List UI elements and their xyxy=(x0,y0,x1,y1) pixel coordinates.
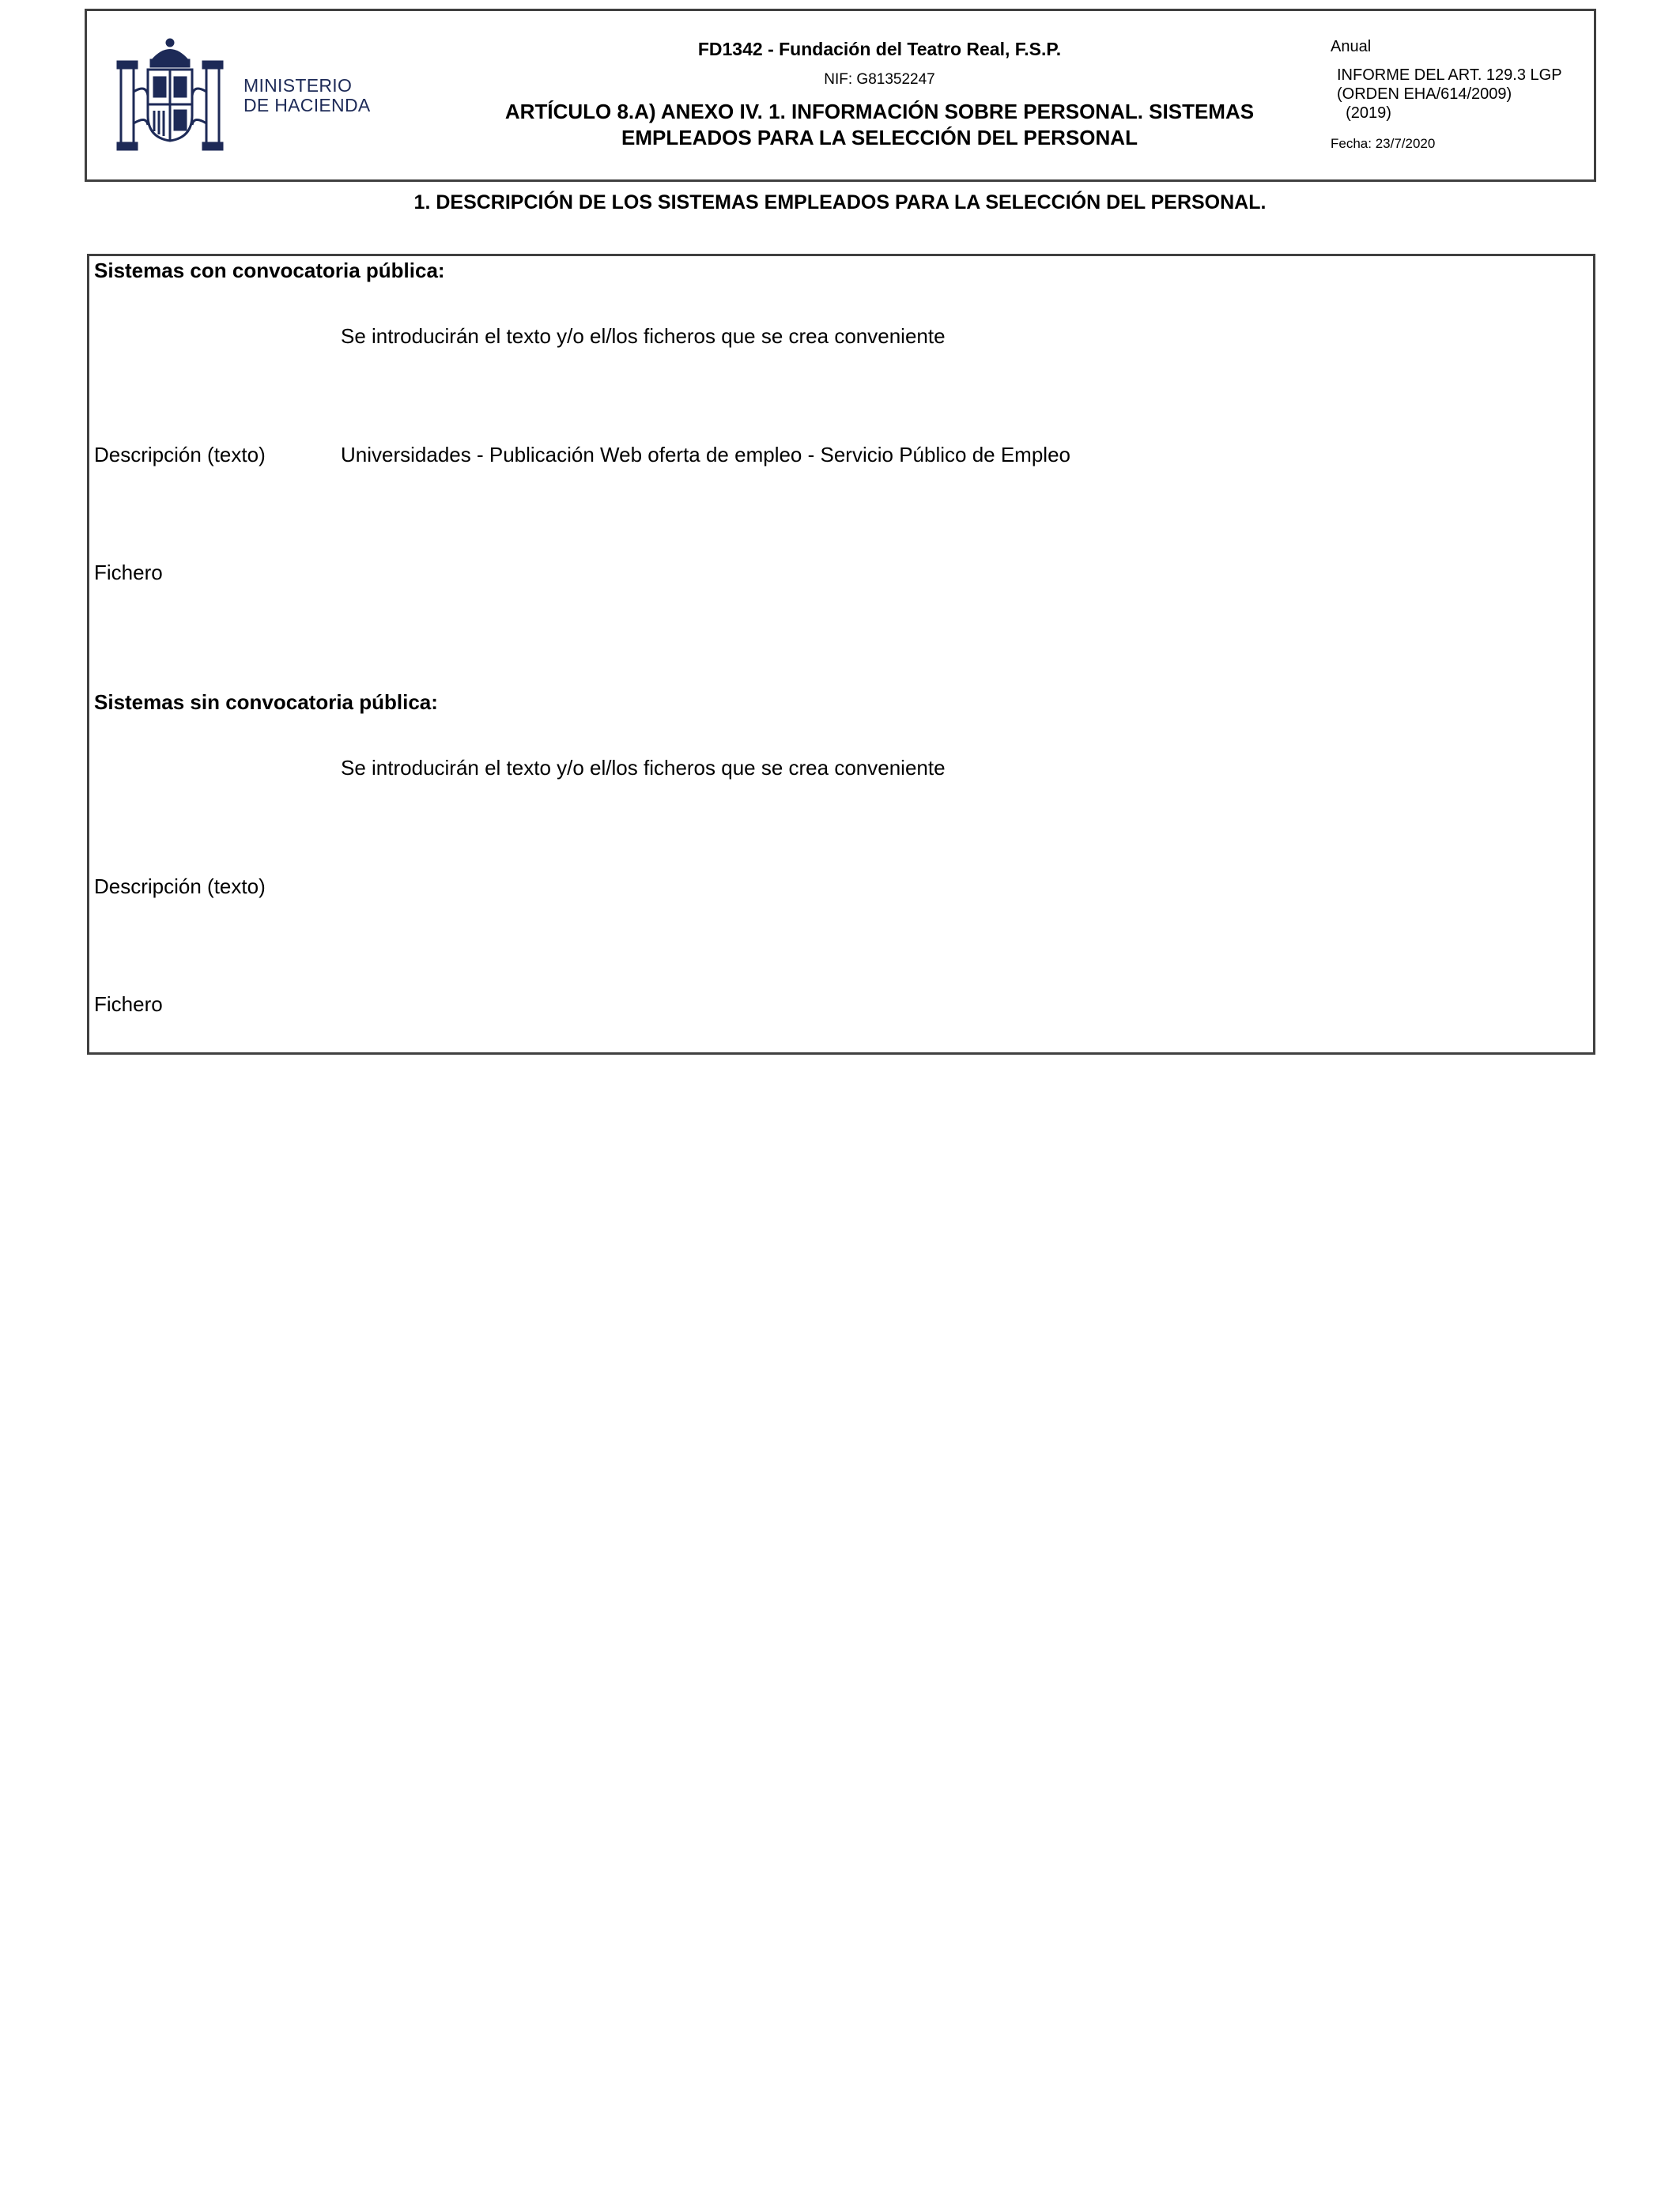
entity-name: FD1342 - Fundación del Teatro Real, F.S.P. xyxy=(697,39,1062,59)
ministry-line-2: DE HACIENDA xyxy=(244,95,371,115)
non-public-systems-instruction: Se introducirán el texto y/o el/los ficheros que se crea conveniente xyxy=(341,756,946,780)
ministry-name xyxy=(244,76,371,115)
entity-nif: NIF: G81352247 xyxy=(824,71,935,88)
public-systems-heading: Sistemas con convocatoria pública: xyxy=(94,259,445,282)
public-description-label: Descripción (texto) xyxy=(94,443,266,466)
section-title: 1. DESCRIPCIÓN DE LOS SISTEMAS EMPLEADOS PARA LA SELECCIÓN DEL PERSONAL. xyxy=(413,191,1267,213)
article-title-line-1: ARTÍCULO 8.A) ANEXO IV. 1. INFORMACIÓN SOBRE PERSONAL. SISTEMAS xyxy=(504,100,1255,123)
periodicity: Anual xyxy=(1331,38,1372,55)
non-public-description-label: Descripción (texto) xyxy=(94,874,266,898)
ministry-line-1: MINISTERIO xyxy=(244,75,353,96)
article-title-line-2: EMPLEADOS PARA LA SELECCIÓN DEL PERSONAL xyxy=(621,126,1138,149)
public-systems-instruction: Se introducirán el texto y/o el/los ficheros que se crea conveniente xyxy=(341,324,946,348)
selection-systems-panel xyxy=(87,254,1595,1055)
report-reference: INFORME DEL ART. 129.3 LGP (ORDEN EHA/614/2009) (2019) xyxy=(1337,66,1562,122)
public-file-label: Fichero xyxy=(94,561,163,584)
non-public-file-label: Fichero xyxy=(94,992,163,1016)
public-description-value: Universidades - Publicación Web oferta de empleo - Servicio Público de Empleo xyxy=(341,443,1070,466)
article-title xyxy=(474,99,1285,151)
non-public-systems-heading: Sistemas sin convocatoria pública: xyxy=(94,690,438,714)
report-date: Fecha: 23/7/2020 xyxy=(1331,136,1436,151)
coat-of-arms-logo xyxy=(115,36,225,155)
